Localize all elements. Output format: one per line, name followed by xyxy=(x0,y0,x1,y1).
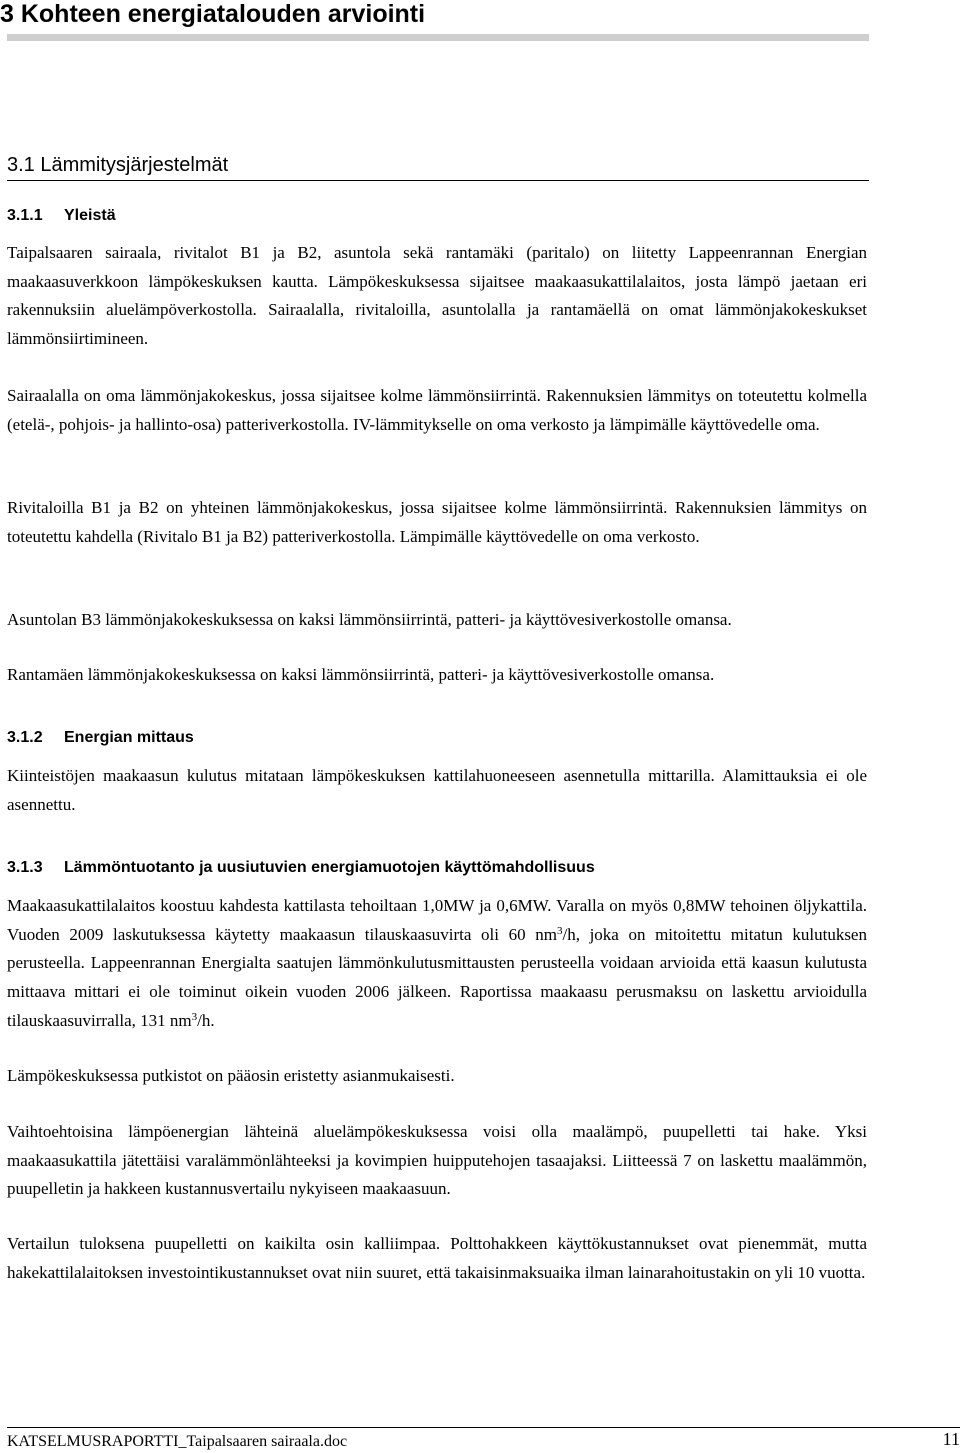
paragraph-text: /h, joka on mitoitettu mitatun kulutuksen perusteella. Lappeenrannan Energialta saatujen lämmönkulutusmittausten perusteella voidaan arvioida että kaasun kulutusta mittaava mittari ei ole toiminut oikein vuoden 2006 jälkeen. Raportissa maakaasu perusmaksu on laskettu arvioidulla tilauskaasuvirralla, 131 nm xyxy=(7,924,867,1030)
chapter-heading: 3 Kohteen energiatalouden arviointi xyxy=(0,0,426,28)
paragraph: Taipalsaaren sairaala, rivitalot B1 ja B2, asuntola sekä rantamäki (paritalo) on liitetty Lappeenrannan Energian maakaasuverkkoon lämpökeskuksen kautta. Lämpökeskuksessa sijaitsee maakaasukattilalaitos, josta lämpö jaetaan eri rakennuksiin aluelämpöverkostolla. Sairaalalla, rivitaloilla, asuntolalla ja rantamäellä on omat lämmönjakokeskukset lämmönsiirtimineen. xyxy=(7,243,867,349)
paragraph: Rantamäen lämmönjakokeskuksessa on kaksi lämmönsiirrintä, patteri- ja käyttövesiverkostolle omansa. xyxy=(7,665,715,684)
paragraph-gas-boiler xyxy=(7,892,867,1036)
subsection-number: 3.1.1 xyxy=(7,207,43,224)
paragraph: Asuntolan B3 lämmönjakokeskuksessa on kaksi lämmönsiirrintä, patteri- ja käyttövesiverkostolle omansa. xyxy=(7,610,732,629)
subsection-heading-lammontuotanto xyxy=(7,858,595,878)
subsection-number: 3.1.2 xyxy=(7,729,43,746)
subsection-title: Lämmöntuotanto ja uusiutuvien energiamuotojen käyttömahdollisuus xyxy=(64,859,595,876)
paragraph: Vertailun tuloksena puupelletti on kaikilta osin kalliimpaa. Polttohakkeen käyttökustannukset ovat pienemmät, mutta hakekattilalaitoksen investointikustannukset ovat niin suuret, että takaisinmaksuaika ilman lainarahoitustakin on yli 10 vuotta. xyxy=(7,1234,867,1282)
subsection-heading-yleista xyxy=(7,206,116,226)
paragraph-text: Maakaasukattilalaitos koostuu kahdesta kattilasta tehoiltaan 1,0MW ja 0,6MW. Varalla on myös 0,8MW tehoinen öljykattila. Vuoden 2009 laskutuksessa käytetty maakaasun tilauskaasuvirta oli 60 nm xyxy=(7,896,867,944)
subsection-heading-energian-mittaus xyxy=(7,728,194,748)
subsection-title: Energian mittaus xyxy=(64,729,194,746)
section-heading-rule xyxy=(7,180,869,181)
footer-rule xyxy=(7,1427,960,1428)
superscript: 3 xyxy=(556,924,563,937)
superscript: 3 xyxy=(191,1010,198,1023)
paragraph: Kiinteistöjen maakaasun kulutus mitataan lämpökeskuksen kattilahuoneeseen asennetulla mittarilla. Alamittauksia ei ole asennettu. xyxy=(7,766,867,814)
section-heading: 3.1 Lämmitysjärjestelmät xyxy=(7,154,229,176)
page-number: 11 xyxy=(942,1429,960,1449)
paragraph: Vaihtoehtoisina lämpöenergian lähteinä aluelämpökeskuksessa voisi olla maalämpö, puupelletti tai hake. Yksi maakaasukattila jätettäisi varalämmönlähteeksi ja kovimpien huipputehojen tasaajaksi. Liitteessä 7 on laskettu maalämmön, puupelletin ja hakkeen kustannusvertailu nykyiseen maakaasuun. xyxy=(7,1122,867,1199)
subsection-number: 3.1.3 xyxy=(7,859,43,876)
paragraph-text: /h. xyxy=(197,1010,215,1030)
footer-filename: KATSELMUSRAPORTTI_Taipalsaaren sairaala.doc xyxy=(7,1433,348,1450)
chapter-heading-rule xyxy=(7,34,869,41)
paragraph: Rivitaloilla B1 ja B2 on yhteinen lämmönjakokeskus, jossa sijaitsee kolme lämmönsiirrintä. Rakennuksien lämmitys on toteutettu kahdella (Rivitalo B1 ja B2) patteriverkostolla. Lämpimälle käyttövedelle on oma verkosto. xyxy=(7,498,867,546)
paragraph: Sairaalalla on oma lämmönjakokeskus, jossa sijaitsee kolme lämmönsiirrintä. Rakennuksien lämmitys on toteutettu kolmella (etelä-, pohjois- ja hallinto-osa) patteriverkostolla. IV-lämmitykselle on oma verkosto ja lämpimälle käyttövedelle oma. xyxy=(7,386,867,434)
subsection-title: Yleistä xyxy=(64,207,116,224)
paragraph: Lämpökeskuksessa putkistot on pääosin eristetty asianmukaisesti. xyxy=(7,1066,455,1085)
